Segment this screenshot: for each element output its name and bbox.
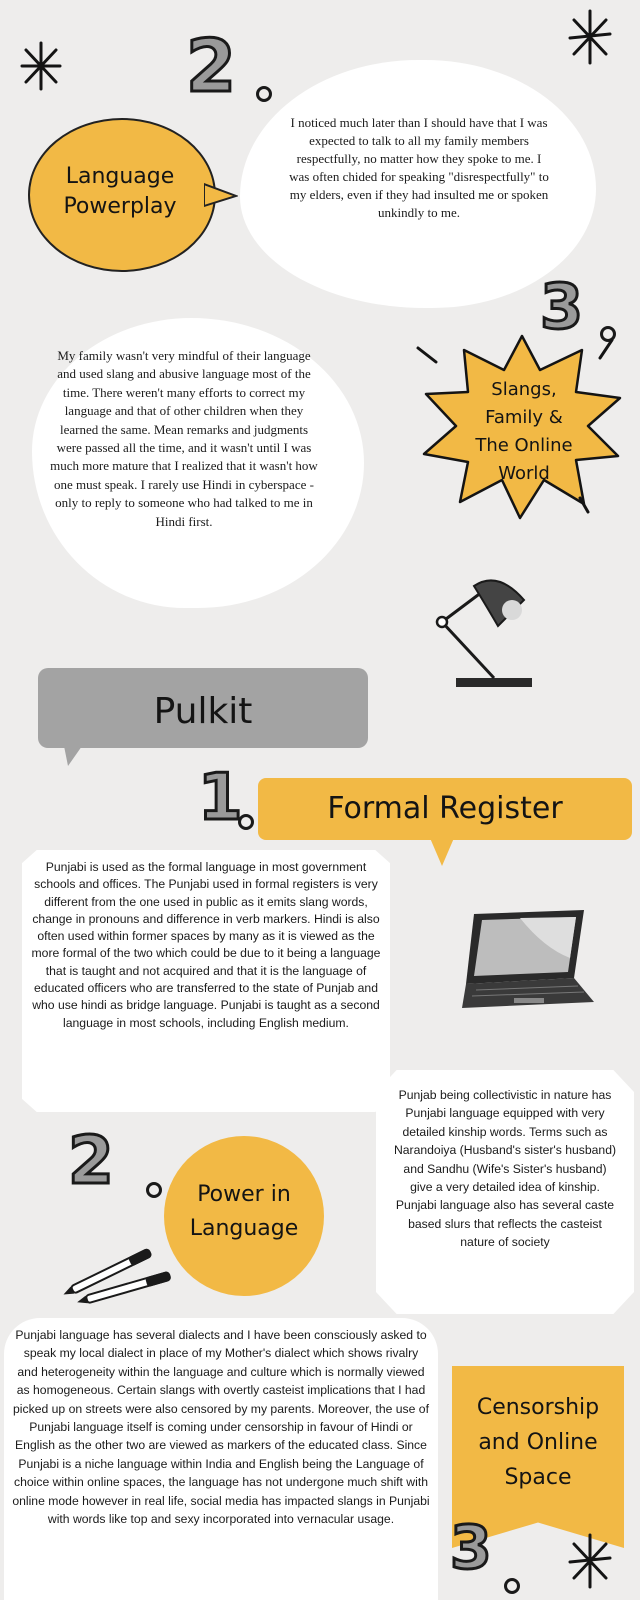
section-number: 2 xyxy=(68,1122,114,1199)
sparkle-icon xyxy=(566,8,614,66)
numeral-dot xyxy=(504,1578,520,1594)
topic-title: Slangs, Family & The Online World xyxy=(475,379,573,484)
numeral-dot xyxy=(256,86,272,102)
topic-title: Power in Language xyxy=(189,1182,299,1241)
section-number: 2 xyxy=(186,24,237,108)
bubble-tail xyxy=(64,746,84,768)
section-number: 1 xyxy=(198,761,243,835)
numeral-dot xyxy=(238,814,254,830)
person-name: Pulkit xyxy=(153,691,253,732)
story-text: Punjab being collectivistic in nature has Punjabi language equipped with very detailed kinship words. Terms such as Narandoiya (Husband's sister's husband) and Sandhu (Wife's Sister's husband) give a very detailed idea of kinship. Punjabi language also has several caste based slurs that reflects the casteist nature of society xyxy=(393,1088,617,1250)
topic-title: Language Powerplay xyxy=(63,164,177,219)
sparkle-icon xyxy=(18,40,64,92)
story-text: My family wasn't very mindful of their language and used slang and abusive language most of the time. There weren't many efforts to correct my language and that of other children when they learned the same. Mean remarks and judgments were passed all the time, and it wasn't until I was much more mature that I realized that it wasn't how one must speak. I rarely use Hindi in cyberspace - only to reply to someone who had talked to me in Hindi first. xyxy=(50,348,318,529)
sparkle-icon xyxy=(566,1532,614,1590)
story-text: Punjabi is used as the formal language in most government schools and offices. The Punjabi used in formal registers is very different from the one used in public as it emits slang words, change in pronouns and difference in verb markers. Hindi is also often used within former spaces by many as it is viewed as the more formal of the two which could be due to it being a language that is taught and not acquired and that it is the language of educated officers who are transferred to the state of Punjab and who use hindi as bridge language. Punjabi is taught as a second language in most schools, including English medium. xyxy=(31,860,381,1030)
numeral-dot xyxy=(146,1182,162,1198)
pens-icon xyxy=(62,1246,178,1310)
topic-title: Censorship and Online Space xyxy=(476,1395,600,1490)
section-number: 3 xyxy=(540,270,584,343)
bubble-tail xyxy=(430,838,454,868)
story-text: Punjabi language has several dialects and I have been consciously asked to speak my local dialect in place of my Mother's dialect which shows rivalry and heterogeneity within the language and culture which is normally viewed as homogeneous. Certain slangs with overtly casteist implications that I had picked up on streets were also censored by my parents. Moreover, the use of Punjabi language itself is coming under censorship in favour of Hindi or English as the other two are viewed as markers of the educated class. Since Punjabi is a niche language within India and English being the Language of choice within online spaces, the language has not undergone much shift with online mode however in real life, social media has impacted slangs in Punjabi with words like top and sexy incorporated into vernacular usage. xyxy=(12,1328,430,1527)
desk-lamp-icon xyxy=(428,576,538,692)
bubble-tail xyxy=(204,180,238,210)
laptop-icon xyxy=(460,908,596,1014)
story-text: I noticed much later than I should have that I was expected to talk to all my family members respectfully, no matter how they spoke to me. I was often chided for speaking "disrespectfully" to my elders, even if they had insulted me or spoken unkindly to me. xyxy=(289,115,549,220)
section-number: 3 xyxy=(450,1513,492,1583)
topic-title: Formal Register xyxy=(327,791,563,826)
